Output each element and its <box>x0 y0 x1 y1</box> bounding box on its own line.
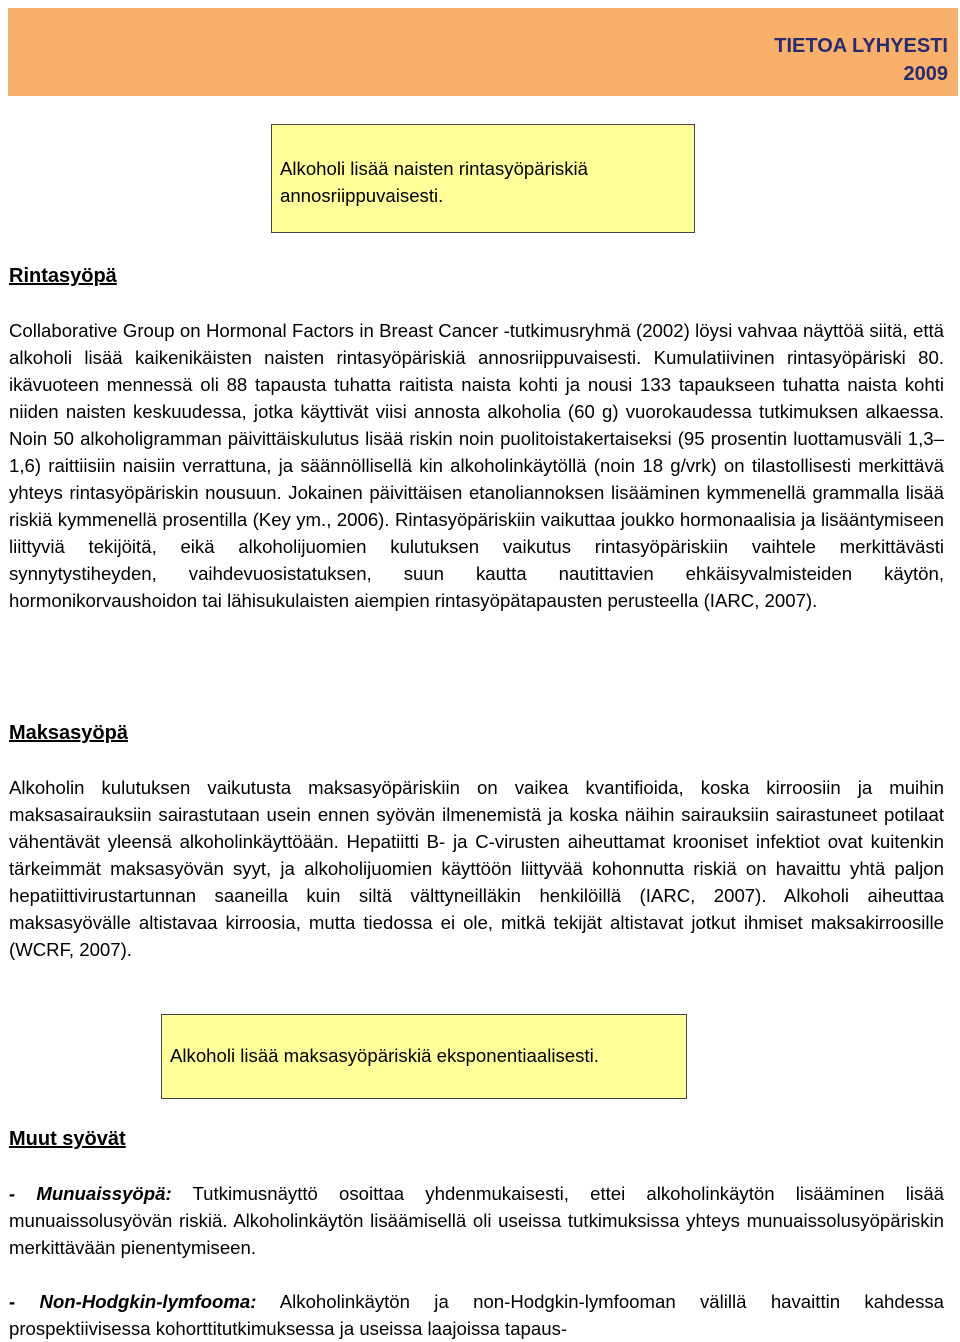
title-line-1: TIETOA LYHYESTI <box>774 35 948 57</box>
kidney-cancer-label: - Munuaissyöpä: <box>9 1183 172 1204</box>
breast-cancer-callout <box>271 124 695 233</box>
kidney-cancer-paragraph <box>9 1180 944 1261</box>
breast-cancer-heading: Rintasyöpä <box>9 265 117 287</box>
liver-cancer-heading: Maksasyöpä <box>9 722 128 744</box>
title-year: 2009 <box>903 63 948 85</box>
callout-text: Alkoholi lisää naisten rintasyöpäriskiä annosriippuvaisesti. <box>280 158 588 206</box>
breast-cancer-paragraph: Collaborative Group on Hormonal Factors in Breast Cancer -tutkimusryhmä (2002) löysi vahvaa näyttöä siitä, että alkoholi lisää kaikenikäisten naisten rintasyöpäriskiä annosriippuvaisesti. Kumulatiivinen rintasyöpäriski 80. ikävuoteen mennessä oli 88 tapausta tuhatta raitista naista kohti ja nousi 133 tapaukseen tuhatta naista kohti niiden naisten keskuudessa, jotka käyttivät viisi annosta alkoholia (60 g) vuorokaudessa tutkimuksen alkaessa. Noin 50 alkoholigramman päivittäiskulutus lisää riskin noin puolitoistakertaiseksi (95 prosentin luottamusväli 1,3–1,6) raittiisiin naisiin verrattuna, ja säännöllisellä kin alkoholinkäytöllä (noin 18 g/vrk) on tilastollisesti merkittävä yhteys rintasyöpäriskin nousuun. Jokainen päivittäisen etanoliannoksen lisääminen kymmenellä grammalla lisää riskiä kymmenellä prosentilla (Key ym., 2006). Rintasyöpäriskiin vaikuttaa joukko hormonaalisia ja lisääntymiseen liittyviä tekijöitä, eikä alkoholijuomien kulutuksen vaikutus rintasyöpäriskiin vaihtele merkittävästi synnytystiheyden, vaihdevuosistatuksen, suun kautta nautittavien ehkäisyvalmisteiden käytön, hormonikorvaushoidon tai lähisukulaisten aiempien rintasyöpätapausten perusteella (IARC, 2007). <box>9 320 944 611</box>
nhl-text: Alkoholinkäytön ja non-Hodgkin-lymfooman välillä havaittin kahdessa prospektiivisessa kohorttitutkimuksessa ja useissa laajoissa tapaus- <box>9 1291 945 1339</box>
liver-cancer-callout <box>161 1014 687 1099</box>
nhl-label: - Non-Hodgkin-lymfooma: <box>9 1291 257 1312</box>
kidney-cancer-text: Tutkimusnäyttö osoittaa yhdenmukaisesti, ettei alkoholinkäytön lisääminen lisää munuaissolusyövän riskiä. Alkoholinkäytön lisäämisellä oli useissa tutkimuksissa yhteys munuaissolusyöpäriskin merkittävään pienentymiseen. <box>9 1183 944 1258</box>
nhl-paragraph <box>9 1288 944 1342</box>
header-banner <box>8 8 958 96</box>
document-title <box>774 32 948 88</box>
other-cancers-heading: Muut syövät <box>9 1128 126 1150</box>
callout-text: Alkoholi lisää maksasyöpäriskiä eksponentiaalisesti. <box>170 1045 599 1066</box>
liver-cancer-paragraph: Alkoholin kulutuksen vaikutusta maksasyöpäriskiin on vaikea kvantifioida, koska kirroosiin ja muihin maksasairauksiin sairastutaan usein ennen syövän ilmenemistä ja koska näihin sairauksiin sairastuneet potilaat vähentävät yleensä alkoholinkäyttöään. Hepatiitti B- ja C-virusten aiheuttamat krooniset infektiot ovat kuitenkin tärkeimmät maksasyövän syyt, ja alkoholijuomien käyttöön liittyvää kohonnutta riskiä on havaittu yhtä paljon hepatiittivirustartunnan saaneilla kuin siltä välttyneilläkin henkilöillä (IARC, 2007). Alkoholi aiheuttaa maksasyövälle altistavaa kirroosia, mutta tiedossa ei ole, mitkä tekijät altistavat jotkut ihmiset maksakirroosille (WCRF, 2007). <box>9 777 944 960</box>
